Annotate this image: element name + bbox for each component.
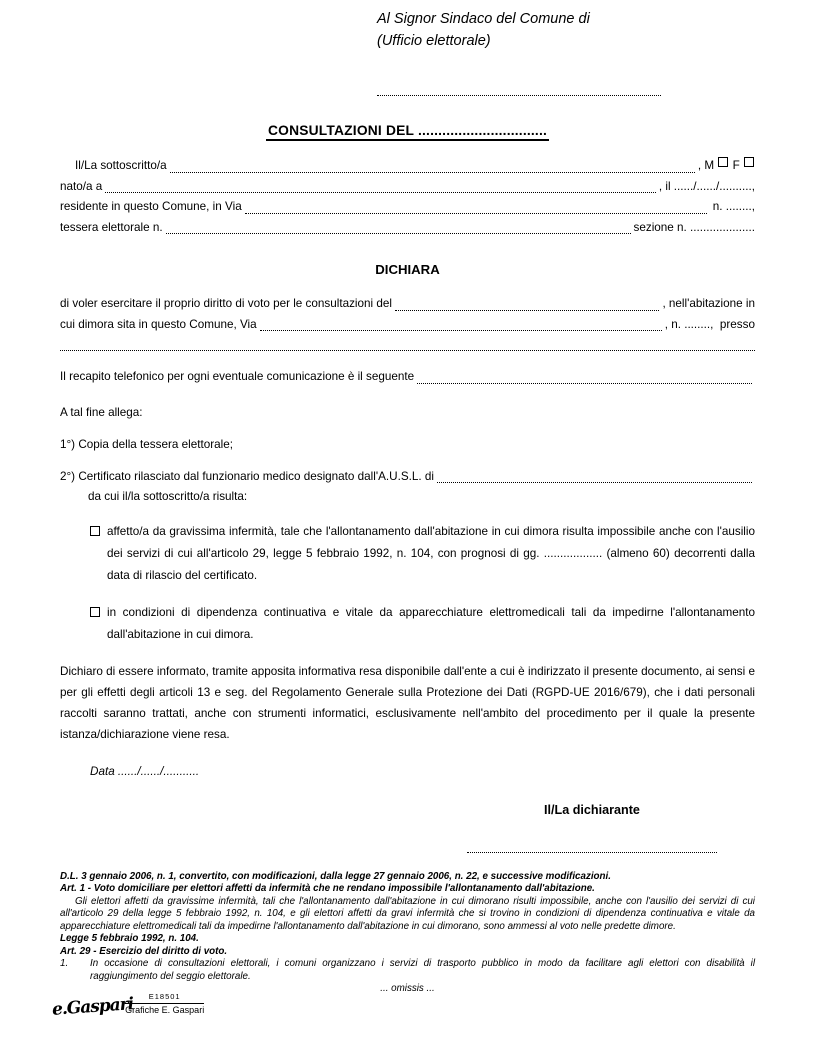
street-number-label: n. ........,	[709, 200, 755, 213]
section-label: sezione n. ....................	[633, 220, 755, 234]
birth-label: nato/a a	[60, 179, 103, 193]
phone-line	[60, 367, 755, 388]
declaration-block	[60, 294, 755, 351]
legal-art1-title: Art. 1 - Voto domiciliare per elettori affetti da infermità che ne rendano impossibile l'allontanamento dall'abitazione.	[60, 883, 595, 895]
date-line[interactable]: Data ....../....../...........	[90, 764, 200, 778]
recipient-block	[377, 8, 755, 52]
subscriber-label: Il/La sottoscritto/a	[75, 159, 167, 172]
consultation-date-field[interactable]	[395, 294, 659, 311]
legal-law2-line: Legge 5 febbraio 1992, n. 104.	[60, 933, 199, 945]
printer-info	[125, 992, 204, 1016]
title-row	[60, 123, 755, 141]
phone-field[interactable]	[417, 367, 752, 384]
condition-1-text: affetto/a da gravissima infermità, tale che l'allontanamento dall'abitazione in cui dimora risulta impossibile anche con l'ausilio dei servizi di cui all'articolo 29, legge 5 febbraio 1992, n. 104, con prognosi di gg. .................. (almeno 60) decorrenti dalla data di rilascio del certificato.	[107, 524, 755, 583]
declaration-line-1	[60, 294, 755, 315]
phone-label: Il recapito telefonico per ogni eventuale comunicazione è il seguente	[60, 370, 415, 383]
attachments-intro: A tal fine allega:	[60, 405, 143, 419]
printer-signature-logo: e.Gaspari	[51, 994, 134, 1020]
birth-date-label: , il ....../....../..........,	[658, 179, 755, 193]
legal-dl-line: D.L. 3 gennaio 2006, n. 1, convertito, con modificazioni, dalla legge 27 gennaio 2006, n. 22, e successive modificazioni.	[60, 870, 611, 882]
ausl-field[interactable]	[437, 467, 752, 483]
birth-line	[60, 177, 755, 198]
condition-item-2	[60, 602, 755, 647]
legal-item-text: In occasione di consultazioni elettorali, i comuni organizzano i servizi di trasporto pubblico in modo da facilitare agli elettori con disabilità il raggiungimento del seggio elettorale.	[90, 958, 755, 982]
condition-1-checkbox[interactable]	[90, 526, 100, 536]
page-content	[60, 0, 755, 996]
omissis-line: ... omissis ...	[380, 983, 435, 995]
page-title: CONSULTAZIONI DEL ................................	[266, 123, 549, 141]
legal-item-number: 1.	[60, 958, 69, 970]
declaration-line-2-tail: , n. ........, presso	[664, 317, 755, 331]
condition-2-text: in condizioni di dipendenza continuativa e vitale da apparecchiature elettromedicali tali da impedirne l'allontanamento dall'abitazione in cui dimora.	[107, 605, 755, 642]
gender-f-checkbox[interactable]	[744, 157, 754, 167]
presso-field[interactable]	[60, 335, 755, 351]
card-label: tessera elettorale n.	[60, 220, 163, 234]
attachment-1: 1°) Copia della tessera elettorale;	[60, 437, 233, 451]
comune-name-field[interactable]	[377, 84, 661, 96]
legal-art1-body: Gli elettori affetti da gravissime infermità, tali che l'allontanamento dall'abitazione in cui dimorano risulti impossibile, anche con l'ausilio dei servizi di cui all'articolo 29 della legge 5 febbraio 1992, n. 104, e gli elettori affetti da gravi infermità che si trovino in condizioni di dipendenza continuativa e vitale da apparecchiature elettromedicali tali da impedirne l'allontanamento dall'abitazione in cui dimorano, sono ammessi al voto nelle predette dimore.	[60, 895, 755, 932]
declaration-line-2-text: cui dimora sita in questo Comune, Via	[60, 317, 257, 331]
birthplace-field[interactable]	[105, 177, 656, 194]
declare-heading: DICHIARA	[375, 262, 440, 277]
signature-field[interactable]	[467, 841, 717, 853]
recipient-line-1: Al Signor Sindaco del Comune di	[377, 11, 590, 27]
gender-f-label: F	[729, 159, 743, 172]
legal-art29-item-1	[60, 958, 755, 983]
signature-block	[467, 803, 717, 853]
legal-art29-title: Art. 29 - Esercizio del diritto di voto.	[60, 945, 228, 957]
street-field[interactable]	[245, 197, 707, 214]
identity-form	[60, 156, 755, 238]
printer-form-code: E18501	[125, 992, 204, 1004]
declaration-line-2	[60, 315, 755, 336]
gender-m-checkbox[interactable]	[718, 157, 728, 167]
recipient-line-2: (Ufficio elettorale)	[377, 33, 491, 49]
residence-label: residente in questo Comune, in Via	[60, 200, 242, 213]
printer-logo	[51, 992, 205, 1020]
gender-m-label: , M	[697, 159, 718, 172]
attachment-2-text: 2°) Certificato rilasciato dal funzionario medico designato dall'A.U.S.L. di	[60, 469, 434, 483]
declaration-line-1-tail: , nell'abitazione in	[662, 297, 755, 310]
electoral-card-line	[60, 218, 755, 239]
dwelling-street-field[interactable]	[260, 315, 662, 332]
signature-label: Il/La dichiarante	[544, 802, 640, 817]
condition-item-1	[60, 521, 755, 588]
attachment-2-line-2: da cui il/la sottoscritto/a risulta:	[88, 489, 248, 503]
residence-line	[60, 197, 755, 218]
subscriber-line	[60, 156, 755, 177]
card-number-field[interactable]	[166, 218, 631, 235]
subscriber-name-field[interactable]	[170, 156, 695, 173]
printer-name: Grafiche E. Gaspari	[125, 1005, 205, 1015]
declaration-line-1-text: di voler esercitare il proprio diritto di voto per le consultazioni del	[60, 297, 392, 310]
attachment-2	[60, 467, 755, 487]
condition-2-checkbox[interactable]	[90, 607, 100, 617]
legal-footer	[60, 871, 755, 996]
privacy-paragraph: Dichiaro di essere informato, tramite apposita informativa resa disponibile dall'ente a cui è indirizzato il presente documento, ai sensi e per gli effetti degli articoli 13 e seg. del Regolamento Generale sulla Protezione dei Dati (RGPD-UE 2016/679), che i dati personali raccolti saranno trattati, anche con strumenti informatici, esclusivamente nell'ambito del procedimento per il quale la presente istanza/dichiarazione viene resa.	[60, 664, 755, 741]
